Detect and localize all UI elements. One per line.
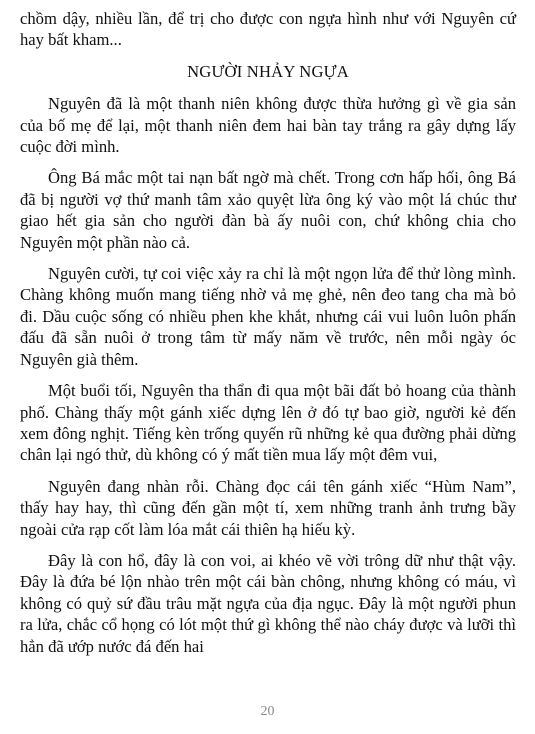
paragraph-4: Một buổi tối, Nguyên tha thẩn đi qua một bãi đất bỏ hoang của thành phố. Chàng thấy một gánh xiếc dựng lên ở đó tự bao giờ, người kẻ đến xem đông nghịt. Tiếng kèn trống quyến rũ những kẻ qua đường phải dừng chân lại ngó thử, dù không có ý mất tiền mua lấy một đêm vui, (20, 381, 516, 465)
chapter-heading: NGƯỜI NHẢY NGỰA (187, 61, 349, 81)
paragraph-2: Ông Bá mắc một tai nạn bất ngờ mà chết. Trong cơn hấp hối, ông Bá đã bị người vợ thứ manh tâm xảo quyệt lừa ông ký vào một lá chúc thư giao hết gia sản cho người đàn bà ấy nuôi con, chứ không chia cho Nguyên một phần nào cả. (20, 168, 516, 252)
continued-paragraph: chồm dậy, nhiều lần, để trị cho được con ngựa hình như với Nguyên cứ hay bất kham... (20, 9, 516, 50)
paragraph-3: Nguyên cười, tự coi việc xảy ra chỉ là một ngọn lửa để thử lòng mình. Chàng không muốn mang tiếng nhờ vả mẹ ghẻ, nên đeo tang cha mà bỏ đi. Dầu cuộc sống có nhiều phen khe khắt, nhưng cái vui luôn luôn phấn đấu đã sẵn nuôi ở trong tâm từ mấy năm về trước, nên mỗi ngày óc Nguyên già thêm. (20, 264, 516, 369)
document-page (20, 8, 516, 667)
paragraph-6: Đây là con hổ, đây là con voi, ai khéo vẽ vời trông dữ như thật vậy. Đây là đứa bé lộn nhào trên một cái bàn chông, nhưng không có máu, vì không có quỷ sứ đầu trâu mặt ngựa của địa ngục. Đây là một người phun ra lửa, chắc cổ họng có lót một thứ gì không thể nào cháy được và lưỡi thì hẳn đã ướp nước đá đến hai (20, 550, 516, 656)
paragraph-5: Nguyên đang nhàn rỗi. Chàng đọc cái tên gánh xiếc “Hùm Nam”, thấy hay hay, thì cũng đến gần một tí, xem những tranh ảnh trưng bầy ngoài cửa rạp cốt làm lóa mắt cái thiên hạ hiếu kỳ. (20, 476, 516, 539)
paragraph-1: Nguyên đã là một thanh niên không được thừa hưởng gì về gia sản của bố mẹ để lại, một thanh niên đem hai bàn tay trắng ra gây dựng lấy cuộc đời mình. (20, 94, 516, 157)
page-number: 20 (260, 704, 275, 719)
